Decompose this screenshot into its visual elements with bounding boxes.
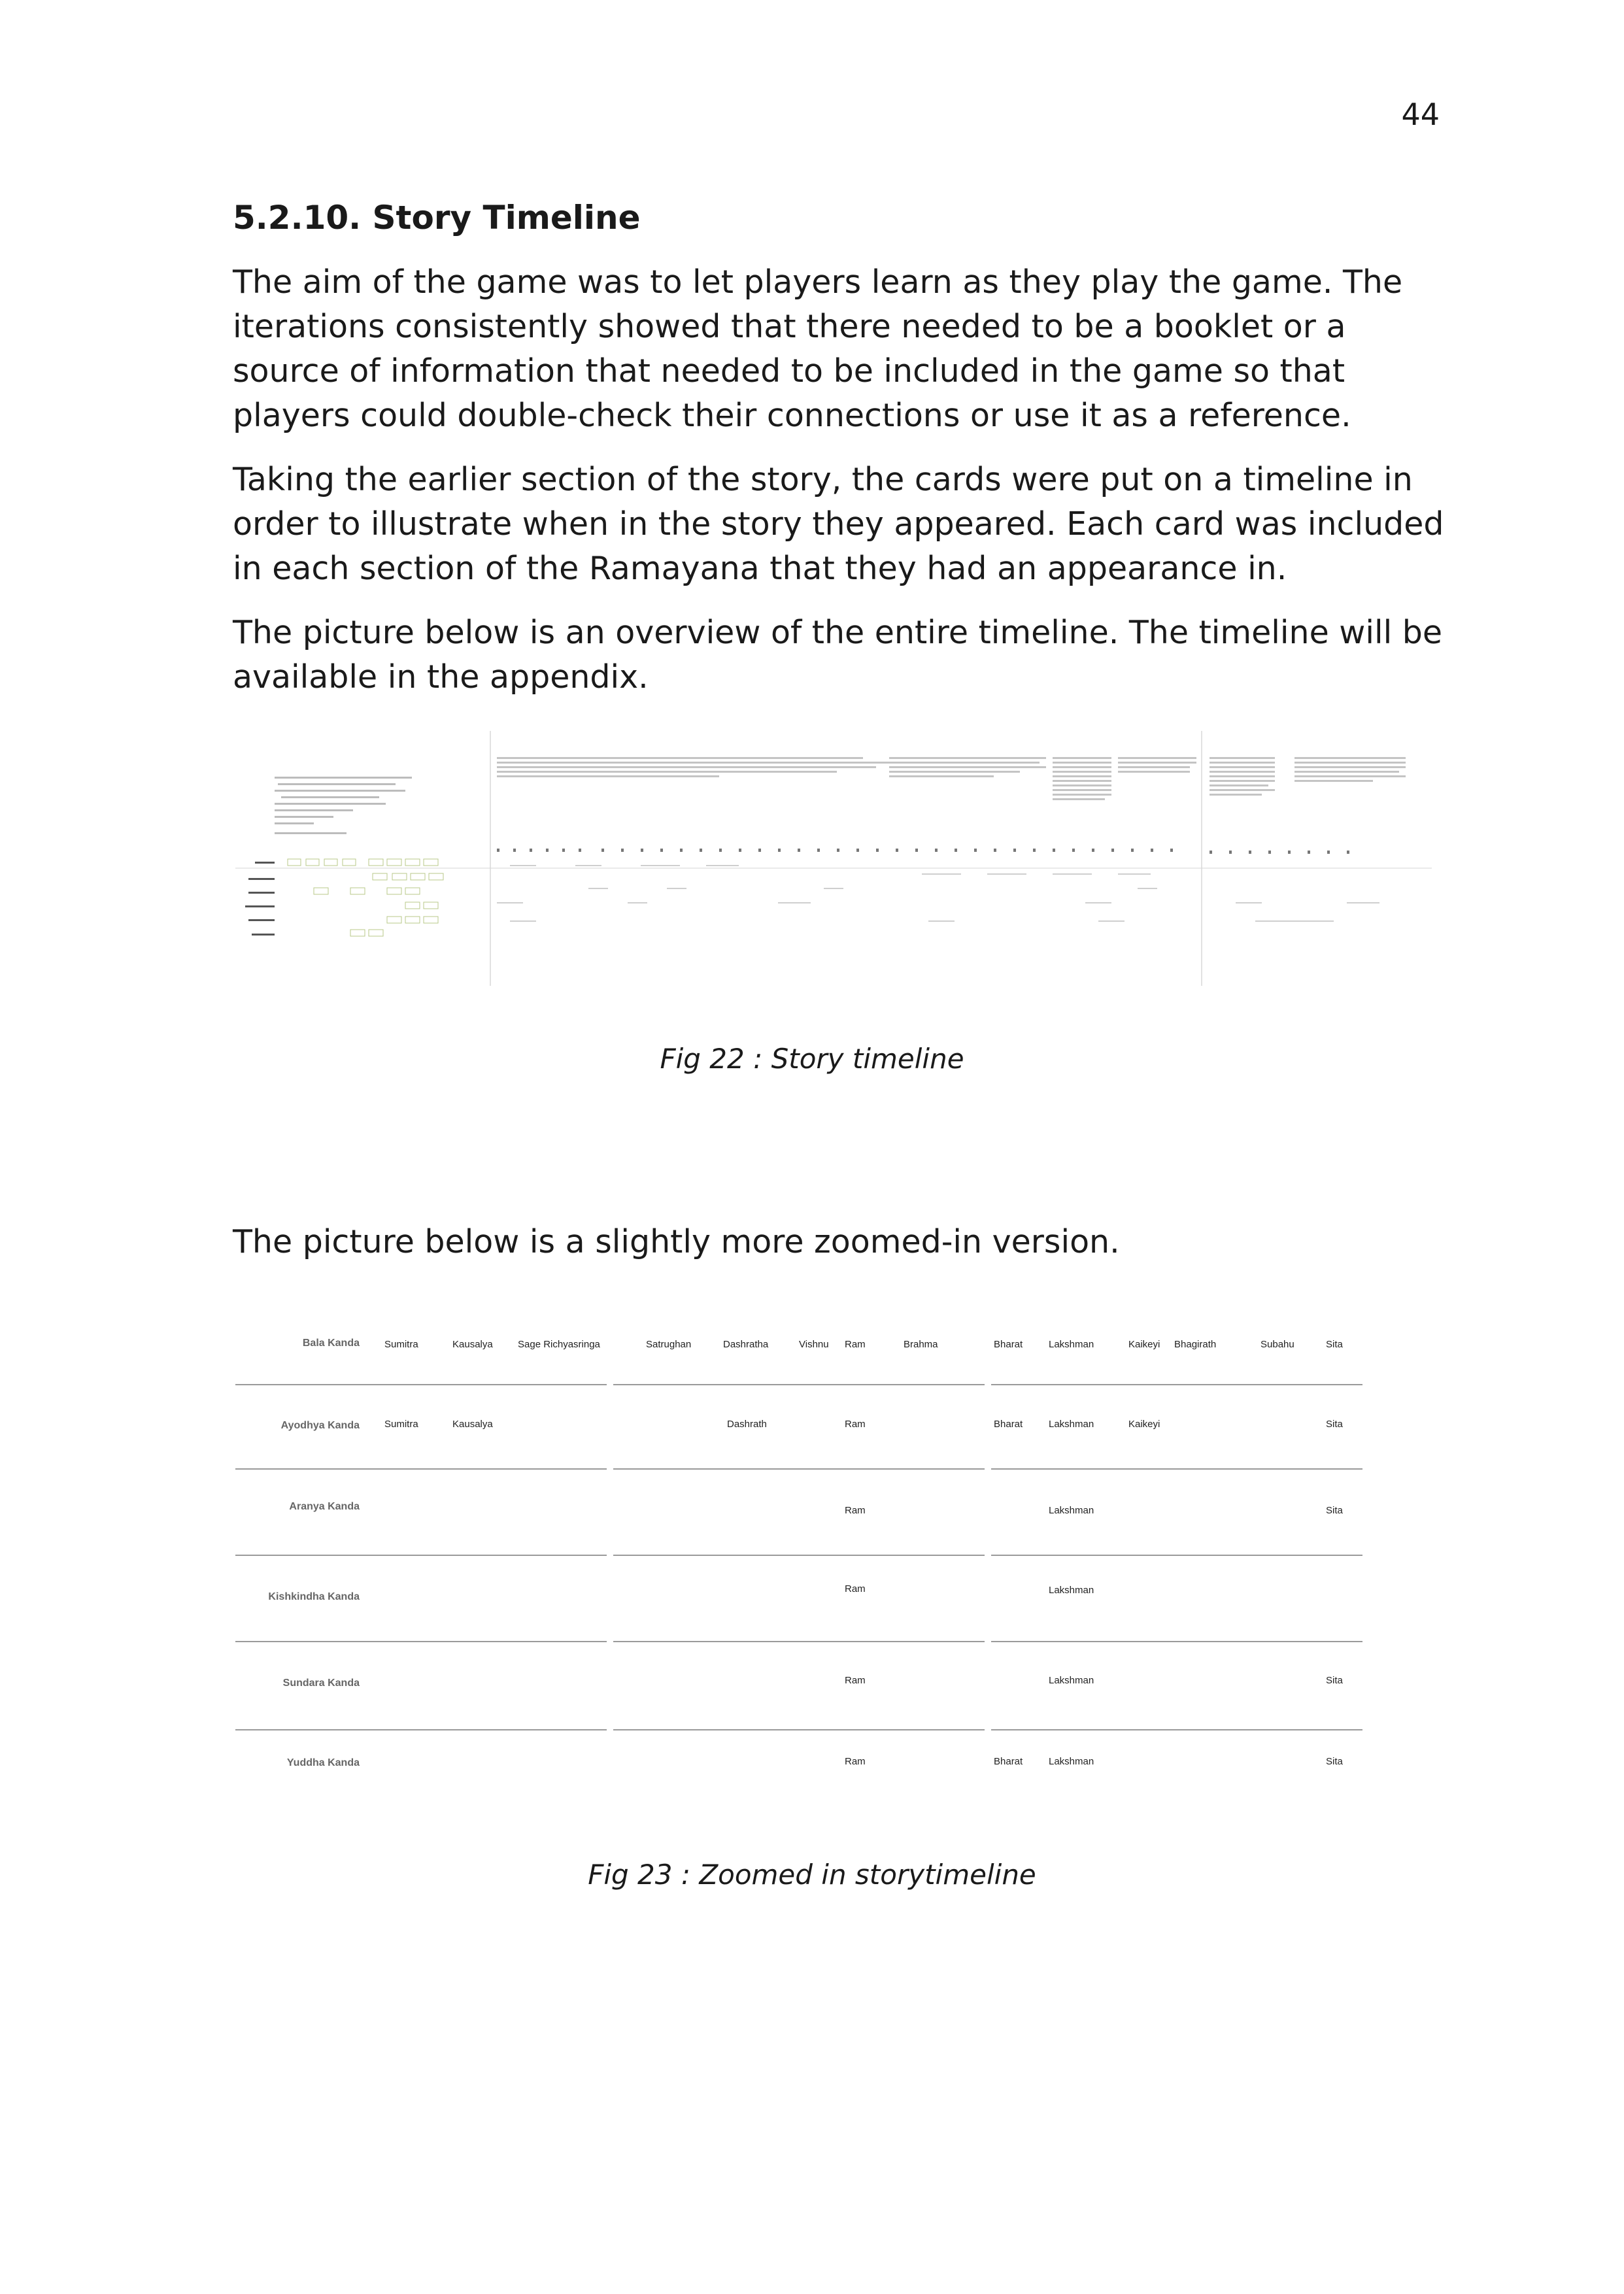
card-kausalya: Kausalya [452,1339,493,1350]
row-divider [991,1384,1362,1385]
kanda-label-aranya: Aranya Kanda [289,1501,360,1512]
row-divider [991,1729,1362,1730]
card-sita: Sita [1326,1675,1343,1686]
card-kausalya: Kausalya [452,1419,493,1430]
row-divider [991,1555,1362,1556]
zoom-intro-paragraph: The picture below is a slightly more zoomed-in version. [233,1223,1120,1260]
kanda-label-yuddha: Yuddha Kanda [286,1757,360,1768]
row-divider [613,1555,985,1556]
row-divider [613,1729,985,1730]
card-ram: Ram [845,1419,866,1430]
card-sage-richyasringa: Sage Richyasringa [518,1339,600,1350]
card-brahma: Brahma [904,1339,938,1350]
section-heading: 5.2.10. Story Timeline [233,199,641,237]
card-satrughan: Satrughan [646,1339,692,1350]
row-divider [613,1641,985,1642]
card-lakshman: Lakshman [1049,1585,1094,1596]
card-vishnu: Vishnu [799,1339,829,1350]
kanda-label-sundara: Sundara Kanda [282,1678,360,1689]
row-divider [991,1468,1362,1470]
card-subahu: Subahu [1260,1339,1294,1350]
card-bhagirath: Bhagirath [1174,1339,1217,1350]
card-kaikeyi: Kaikeyi [1128,1339,1160,1350]
card-bharat: Bharat [994,1419,1023,1430]
row-divider [235,1641,607,1642]
story-timeline-overview-figure [235,731,1432,986]
card-sita: Sita [1326,1505,1343,1516]
row-divider [235,1555,607,1556]
page-number: 44 [1401,97,1440,132]
card-ram: Ram [845,1339,866,1350]
paragraph-timeline: Taking the earlier section of the story, the cards were put on a timeline in order to illustrate when in the story they appeared. Each card was included in each section of the Ramayana that they had an appearance in. [233,461,1444,587]
card-sita: Sita [1326,1339,1343,1350]
card-ram: Ram [845,1505,866,1516]
paragraph-overview: The picture below is an overview of the entire timeline. The timeline will be available in the appendix. [233,614,1443,696]
kanda-label-bala: Bala Kanda [302,1338,360,1349]
card-bharat: Bharat [994,1756,1023,1767]
paragraph-aim: The aim of the game was to let players learn as they play the game. The iterations consistently showed that there needed to be a booklet or a source of information that needed to be included in the game so that players could double-check their connections or use it as a reference. [233,263,1403,434]
card-kaikeyi: Kaikeyi [1128,1419,1160,1430]
card-bharat: Bharat [994,1339,1023,1350]
story-timeline-overview-image [235,731,1432,986]
card-sumitra: Sumitra [384,1339,418,1350]
row-divider [235,1384,607,1385]
card-lakshman: Lakshman [1049,1419,1094,1430]
row-divider [235,1729,607,1730]
card-sita: Sita [1326,1419,1343,1430]
card-ram: Ram [845,1756,866,1767]
card-lakshman: Lakshman [1049,1339,1094,1350]
row-divider [235,1468,607,1470]
card-sita: Sita [1326,1756,1343,1767]
card-lakshman: Lakshman [1049,1756,1094,1767]
kanda-label-ayodhya: Ayodhya Kanda [280,1420,360,1431]
card-dashrath: Dashrath [727,1419,767,1430]
card-lakshman: Lakshman [1049,1505,1094,1516]
row-divider [613,1468,985,1470]
kanda-label-kishkindha: Kishkindha Kanda [268,1591,360,1602]
fig22-caption: Fig 22 : Story timeline [660,1043,964,1075]
card-dashratha: Dashratha [723,1339,769,1350]
row-divider [613,1384,985,1385]
card-sumitra: Sumitra [384,1419,418,1430]
card-ram: Ram [845,1583,866,1594]
row-divider [991,1641,1362,1642]
card-lakshman: Lakshman [1049,1675,1094,1686]
zoomed-timeline-figure [235,1334,1379,1811]
fig23-caption: Fig 23 : Zoomed in storytimeline [588,1859,1036,1891]
card-ram: Ram [845,1675,866,1686]
